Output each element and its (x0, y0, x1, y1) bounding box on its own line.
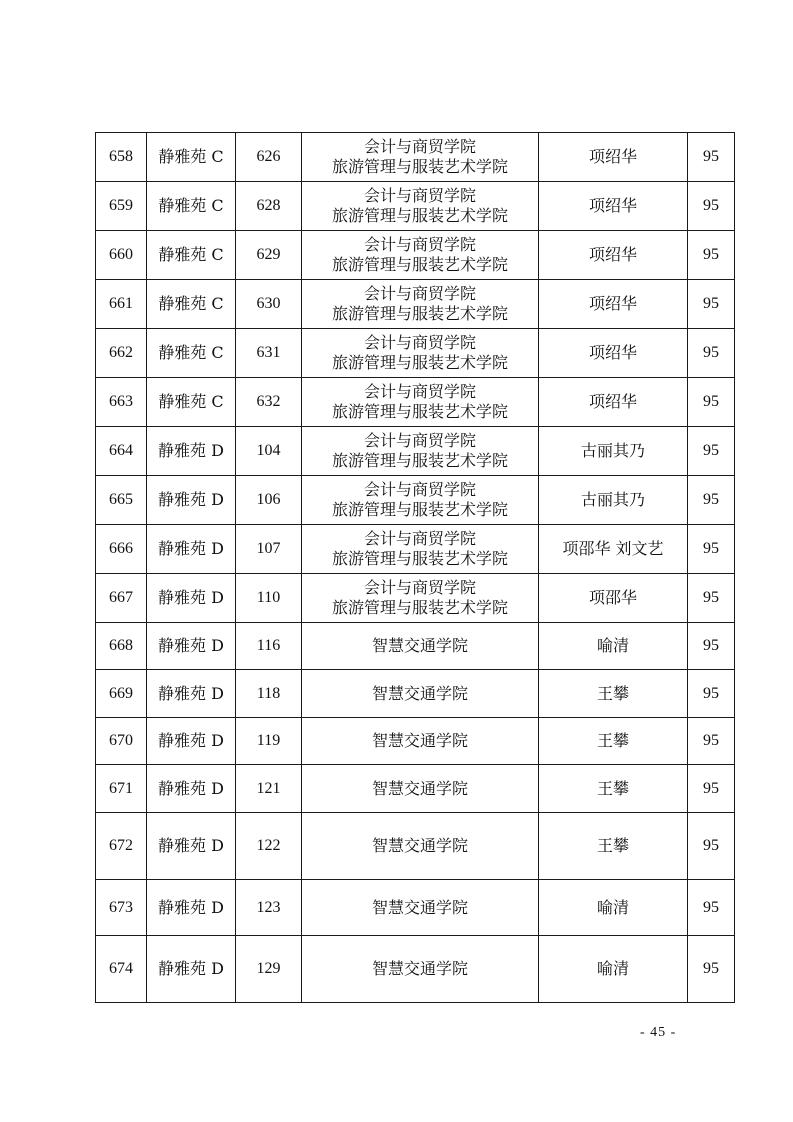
score-cell: 95 (688, 718, 735, 765)
room-cell: 118 (236, 670, 302, 718)
row-number-cell: 674 (96, 936, 147, 1003)
score-cell: 95 (688, 936, 735, 1003)
staff-cell: 王攀 (539, 813, 688, 880)
building-cell: 静雅苑 D (147, 476, 236, 525)
building-cell: 静雅苑 C (147, 329, 236, 378)
building-cell: 静雅苑 D (147, 813, 236, 880)
row-number-cell: 664 (96, 427, 147, 476)
room-cell: 123 (236, 880, 302, 936)
college-name: 旅游管理与服装艺术学院 (331, 549, 508, 568)
college-name: 会计与商贸学院 (363, 235, 476, 254)
table-row (96, 765, 735, 813)
score-cell: 95 (688, 476, 735, 525)
room-cell: 129 (236, 936, 302, 1003)
building-cell: 静雅苑 C (147, 231, 236, 280)
staff-cell: 项绍华 (539, 133, 688, 182)
staff-cell: 项绍华 (539, 378, 688, 427)
row-number-cell: 669 (96, 670, 147, 718)
building-cell: 静雅苑 C (147, 133, 236, 182)
room-cell: 107 (236, 525, 302, 574)
college-cell (302, 623, 539, 670)
building-cell: 静雅苑 D (147, 427, 236, 476)
score-cell: 95 (688, 378, 735, 427)
room-cell: 122 (236, 813, 302, 880)
college-name: 会计与商贸学院 (363, 529, 476, 548)
score-cell: 95 (688, 280, 735, 329)
room-cell: 626 (236, 133, 302, 182)
college-name: 旅游管理与服装艺术学院 (331, 353, 508, 372)
room-cell: 110 (236, 574, 302, 623)
building-cell: 静雅苑 D (147, 623, 236, 670)
score-cell: 95 (688, 623, 735, 670)
room-cell: 106 (236, 476, 302, 525)
room-cell: 632 (236, 378, 302, 427)
staff-cell: 王攀 (539, 670, 688, 718)
table-row (96, 231, 735, 280)
row-number-cell: 662 (96, 329, 147, 378)
room-cell: 104 (236, 427, 302, 476)
table-row (96, 670, 735, 718)
college-name: 会计与商贸学院 (363, 578, 476, 597)
table-row (96, 329, 735, 378)
page-number: - 45 - (640, 1025, 677, 1040)
building-cell: 静雅苑 D (147, 718, 236, 765)
building-cell: 静雅苑 D (147, 880, 236, 936)
building-cell: 静雅苑 D (147, 765, 236, 813)
college-name: 会计与商贸学院 (363, 186, 476, 205)
college-name: 旅游管理与服装艺术学院 (331, 402, 508, 421)
room-cell: 121 (236, 765, 302, 813)
college-name: 会计与商贸学院 (363, 431, 476, 450)
college-cell (302, 231, 539, 280)
table-row (96, 623, 735, 670)
room-cell: 629 (236, 231, 302, 280)
row-number-cell: 670 (96, 718, 147, 765)
college-name: 会计与商贸学院 (363, 137, 476, 156)
table-row (96, 718, 735, 765)
college-cell (302, 378, 539, 427)
college-name: 会计与商贸学院 (363, 284, 476, 303)
staff-cell: 古丽其乃 (539, 427, 688, 476)
row-number-cell: 666 (96, 525, 147, 574)
college-cell (302, 280, 539, 329)
table-row (96, 476, 735, 525)
staff-cell: 项邵华 (539, 574, 688, 623)
table-row (96, 525, 735, 574)
building-cell: 静雅苑 D (147, 936, 236, 1003)
row-number-cell: 663 (96, 378, 147, 427)
college-name: 旅游管理与服装艺术学院 (331, 500, 508, 519)
college-cell (302, 718, 539, 765)
college-name: 会计与商贸学院 (363, 382, 476, 401)
college-name: 智慧交通学院 (371, 636, 468, 655)
row-number-cell: 660 (96, 231, 147, 280)
table-row (96, 813, 735, 880)
college-name: 旅游管理与服装艺术学院 (331, 304, 508, 323)
row-number-cell: 667 (96, 574, 147, 623)
row-number-cell: 665 (96, 476, 147, 525)
room-cell: 119 (236, 718, 302, 765)
staff-cell: 喻清 (539, 936, 688, 1003)
college-name: 智慧交通学院 (371, 959, 468, 978)
score-cell: 95 (688, 670, 735, 718)
college-name: 旅游管理与服装艺术学院 (331, 206, 508, 225)
college-cell (302, 329, 539, 378)
score-cell: 95 (688, 574, 735, 623)
row-number-cell: 659 (96, 182, 147, 231)
score-cell: 95 (688, 525, 735, 574)
college-name: 智慧交通学院 (371, 731, 468, 750)
college-name: 智慧交通学院 (371, 897, 468, 917)
room-cell: 116 (236, 623, 302, 670)
staff-cell: 项绍华 (539, 280, 688, 329)
staff-cell: 古丽其乃 (539, 476, 688, 525)
score-cell: 95 (688, 427, 735, 476)
staff-cell: 喻清 (539, 880, 688, 936)
college-cell (302, 880, 539, 936)
staff-cell: 项绍华 (539, 231, 688, 280)
table-row (96, 133, 735, 182)
table-row (96, 182, 735, 231)
score-cell: 95 (688, 133, 735, 182)
room-cell: 631 (236, 329, 302, 378)
building-cell: 静雅苑 D (147, 670, 236, 718)
room-cell: 628 (236, 182, 302, 231)
score-cell: 95 (688, 329, 735, 378)
table-row (96, 880, 735, 936)
room-cell: 630 (236, 280, 302, 329)
college-name: 智慧交通学院 (371, 683, 468, 703)
table-body (96, 133, 735, 1003)
college-cell (302, 133, 539, 182)
college-name: 旅游管理与服装艺术学院 (331, 157, 508, 176)
college-name: 智慧交通学院 (371, 778, 468, 798)
score-cell: 95 (688, 765, 735, 813)
staff-cell: 项绍华 (539, 329, 688, 378)
college-name: 旅游管理与服装艺术学院 (331, 598, 508, 617)
college-cell (302, 525, 539, 574)
college-name: 旅游管理与服装艺术学院 (331, 451, 508, 470)
college-cell (302, 574, 539, 623)
staff-cell: 喻清 (539, 623, 688, 670)
building-cell: 静雅苑 D (147, 525, 236, 574)
score-cell: 95 (688, 813, 735, 880)
dormitory-score-table (95, 132, 735, 1003)
college-cell (302, 427, 539, 476)
college-cell (302, 765, 539, 813)
table-row (96, 280, 735, 329)
college-name: 会计与商贸学院 (363, 480, 476, 499)
row-number-cell: 672 (96, 813, 147, 880)
college-cell (302, 670, 539, 718)
table-row (96, 574, 735, 623)
table-row (96, 936, 735, 1003)
building-cell: 静雅苑 C (147, 378, 236, 427)
college-name: 旅游管理与服装艺术学院 (331, 255, 508, 274)
row-number-cell: 673 (96, 880, 147, 936)
college-name: 智慧交通学院 (371, 836, 468, 855)
college-cell (302, 476, 539, 525)
row-number-cell: 658 (96, 133, 147, 182)
staff-cell: 项绍华 (539, 182, 688, 231)
building-cell: 静雅苑 C (147, 182, 236, 231)
building-cell: 静雅苑 C (147, 280, 236, 329)
row-number-cell: 668 (96, 623, 147, 670)
college-cell (302, 182, 539, 231)
score-cell: 95 (688, 231, 735, 280)
table-row (96, 378, 735, 427)
staff-cell: 王攀 (539, 718, 688, 765)
row-number-cell: 671 (96, 765, 147, 813)
staff-cell: 项邵华 刘文艺 (539, 525, 688, 574)
college-cell (302, 936, 539, 1003)
staff-cell: 王攀 (539, 765, 688, 813)
college-cell (302, 813, 539, 880)
table-row (96, 427, 735, 476)
building-cell: 静雅苑 D (147, 574, 236, 623)
row-number-cell: 661 (96, 280, 147, 329)
score-cell: 95 (688, 182, 735, 231)
college-name: 会计与商贸学院 (363, 333, 476, 352)
score-cell: 95 (688, 880, 735, 936)
